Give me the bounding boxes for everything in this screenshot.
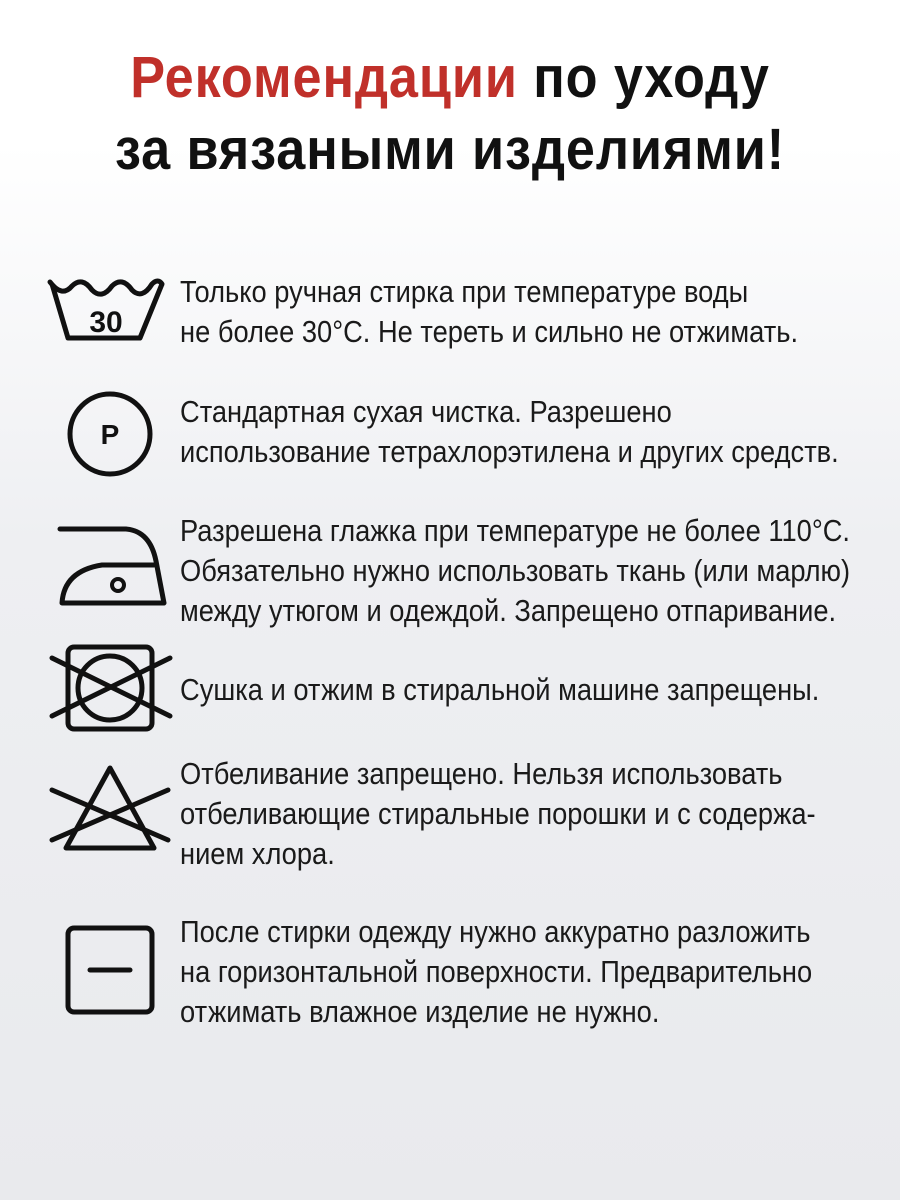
- text-line: Разрешена глажка при температуре не более 110°С.: [180, 513, 851, 548]
- page-title: [45, 42, 855, 186]
- care-text-hand-wash: [180, 272, 831, 352]
- care-text-no-tumble-dry: [180, 670, 831, 710]
- no-bleach-icon: [46, 764, 172, 856]
- title-line-1: [45, 42, 855, 114]
- text-line: отжимать влажное изделие не нужно.: [180, 994, 660, 1029]
- hand-wash-30-icon: [46, 272, 172, 344]
- text-line: использование тетрахлорэтилена и других средств.: [180, 434, 839, 469]
- dry-flat-icon: [46, 924, 172, 1016]
- text-line: Обязательно нужно использовать ткань (или марлю): [180, 553, 851, 588]
- dry-clean-letter: P: [100, 419, 120, 450]
- care-text-iron: [180, 511, 851, 631]
- no-tumble-dry-icon: [46, 642, 172, 734]
- text-line: нием хлора.: [180, 836, 335, 871]
- text-line: на горизонтальной поверхности. Предварительно: [180, 954, 813, 989]
- care-text-no-bleach: [180, 754, 831, 874]
- text-line: Стандартная сухая чистка. Разрешено: [180, 394, 672, 429]
- title-accent: Рекомендации: [130, 45, 518, 110]
- text-line: между утюгом и одеждой. Запрещено отпаривание.: [180, 593, 837, 628]
- care-text-dry-clean: [180, 392, 839, 472]
- wash-temp-label: 30: [89, 306, 123, 339]
- care-text-dry-flat: [180, 912, 831, 1032]
- title-line-2: за вязаными изделиями!: [114, 117, 786, 182]
- iron-low-heat-icon: [46, 525, 172, 615]
- text-line: Отбеливание запрещено. Нельзя использовать: [180, 756, 783, 791]
- text-line: После стирки одежду нужно аккуратно разложить: [180, 914, 811, 949]
- text-line: Сушка и отжим в стиральной машине запрещены.: [180, 672, 820, 707]
- title-rest: по уходу: [533, 45, 770, 110]
- text-line: не более 30°С. Не тереть и сильно не отжимать.: [180, 314, 799, 349]
- dry-clean-p-icon: [46, 390, 172, 480]
- text-line: Только ручная стирка при температуре воды: [180, 274, 749, 309]
- text-line: отбеливающие стиральные порошки и с содержа-: [180, 796, 816, 831]
